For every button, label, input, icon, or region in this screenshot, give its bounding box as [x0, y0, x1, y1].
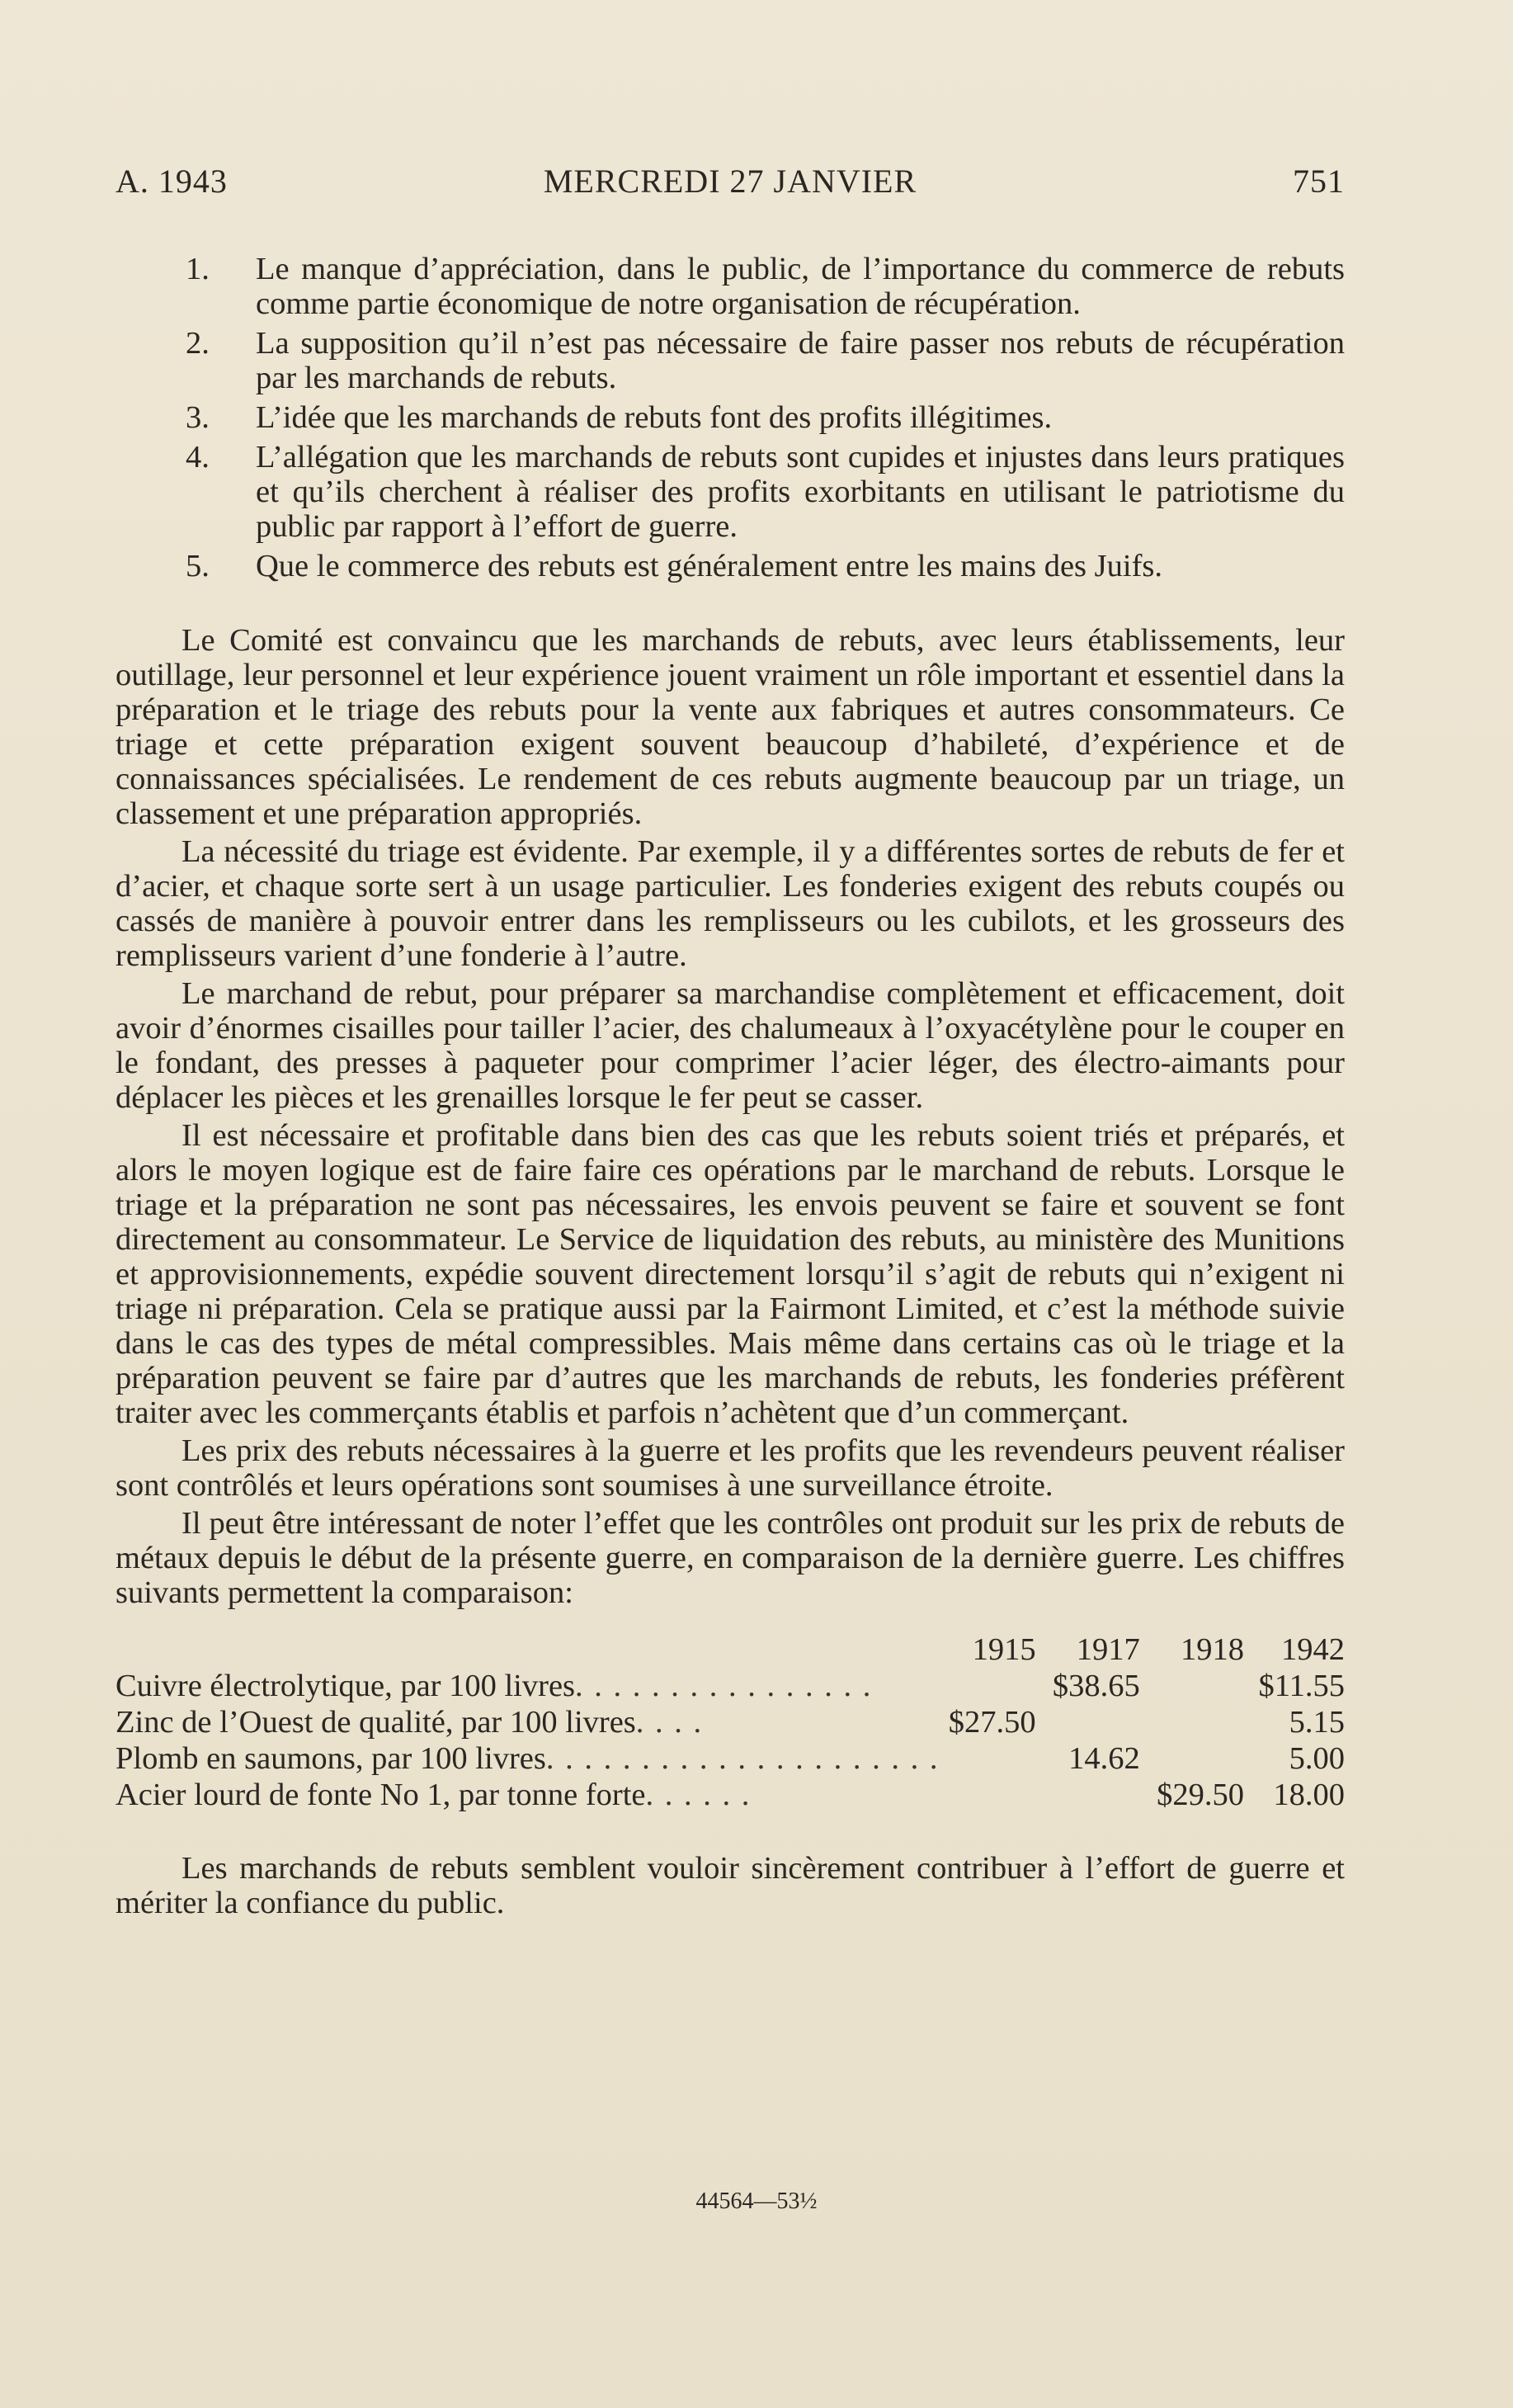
misconceptions-list — [115, 252, 1345, 583]
cell-1915 — [940, 1740, 1036, 1777]
page-header — [115, 162, 1345, 211]
row-label: Zinc de l’Ouest de qualité, par 100 livres — [115, 1705, 636, 1740]
year-header-1915: 1915 — [972, 1632, 1036, 1667]
list-item — [115, 549, 1345, 583]
cell-1917: $38.65 — [1052, 1669, 1140, 1703]
price-comparison-table — [115, 1631, 1345, 1813]
cell-1918 — [1140, 1704, 1244, 1740]
session-year: A. 1943 — [115, 163, 228, 200]
print-code: 44564—53½ — [695, 2188, 818, 2214]
page-number: 751 — [1293, 163, 1345, 200]
cell-1917 — [1036, 1704, 1140, 1740]
list-item-number: 3. — [186, 400, 210, 435]
cell-1918: $29.50 — [1157, 1778, 1244, 1812]
list-item-number: 4. — [186, 440, 210, 475]
cell-1918 — [1140, 1668, 1244, 1704]
paragraph: Il est nécessaire et profitable dans bien des cas que les rebuts soient triés et préparés, et alors le moyen logique est de faire faire ces opérations par le marchand de rebuts. Lorsque le triage et la préparation ne sont pas nécessaires, les envois peuvent se faire et souvent se font directement au consommateur. Le Service de liquidation des rebuts, au ministère des Munitions et approvisionnements, expédie souvent directement lorsqu’il s’agit de rebuts qui n’exigent ni triage ni préparation. Cela se pratique aussi par la Fairmont Limited, et c’est la méthode suivie dans le cas des types de métal compressibles. Mais même dans certains cas où le triage et la préparation peuvent se faire par d’autres que les marchands de rebuts, les fonderies préfèrent traiter avec les commerçants établis et parfois n’achètent que d’un commerçant. — [115, 1118, 1345, 1430]
list-item-text: L’idée que les marchands de rebuts font des profits illégitimes. — [256, 400, 1053, 435]
page-body — [115, 252, 1345, 1952]
year-header-1917: 1917 — [1076, 1632, 1140, 1667]
cell-1942: $11.55 — [1258, 1669, 1345, 1703]
row-label: Plomb en saumons, par 100 livres — [115, 1741, 546, 1776]
table-row: Plomb en saumons, par 100 livres. . . . . . . . . . . . . . . . . . . . . 14.62 5.00 — [115, 1741, 1345, 1776]
closing-paragraph: Les marchands de rebuts semblent vouloir sincèrement contribuer à l’effort de guerre et mériter la confiance du public. — [115, 1851, 1345, 1920]
paragraph: Il peut être intéressant de noter l’effet que les contrôles ont produit sur les prix de rebuts de métaux depuis le début de la présente guerre, en comparaison de la dernière guerre. Les chiffres suivants permettent la comparaison: — [115, 1506, 1345, 1610]
cell-1942: 5.00 — [1289, 1741, 1345, 1776]
list-item-number: 5. — [186, 549, 210, 583]
paragraph: Le marchand de rebut, pour préparer sa marchandise complètement et efficacement, doit avoir d’énormes cisailles pour tailler l’acier, des chalumeaux à l’oxyacétylène pour le couper en le fondant, des presses à paqueter pour comprimer l’acier léger, des électro-aimants pour déplacer les pièces et les grenailles lorsque le fer peut se casser. — [115, 976, 1345, 1115]
cell-1915 — [940, 1668, 1036, 1704]
row-label: Acier lourd de fonte No 1, par tonne forte — [115, 1778, 646, 1812]
cell-1942: 18.00 — [1273, 1778, 1345, 1812]
paragraph: Le Comité est convaincu que les marchands de rebuts, avec leurs établissements, leur outillage, leur personnel et leur expérience jouent vraiment un rôle important et essentiel dans la préparation et le triage des rebuts pour la vente aux fabriques et autres consommateurs. Ce triage et cette préparation exigent souvent beaucoup d’habileté, d’expérience et de connaissances spécialisées. Le rendement de ces rebuts augmente beaucoup par un triage, un classement et une préparation appropriés. — [115, 623, 1345, 831]
cell-1918 — [1140, 1740, 1244, 1777]
list-item-number: 2. — [186, 326, 210, 361]
table-row: Cuivre électrolytique, par 100 livres. . . . . . . . . . . . . . . . $38.65 $11.55 — [115, 1669, 1345, 1703]
table-header-row — [115, 1631, 1345, 1668]
list-item-text: Le manque d’appréciation, dans le public, de l’importance du commerce de rebuts comme partie économique de notre organisation de récupération. — [256, 252, 1345, 321]
cell-1915: $27.50 — [948, 1705, 1036, 1740]
list-item — [115, 326, 1345, 395]
year-header-1942: 1942 — [1281, 1632, 1345, 1667]
paragraph: Les prix des rebuts nécessaires à la guerre et les profits que les revendeurs peuvent réaliser sont contrôlés et leurs opérations sont soumises à une surveillance étroite. — [115, 1433, 1345, 1503]
list-item-text: Que le commerce des rebuts est généralement entre les mains des Juifs. — [256, 549, 1162, 583]
list-item-number: 1. — [186, 252, 210, 286]
list-item — [115, 252, 1345, 321]
list-item-text: L’allégation que les marchands de rebuts sont cupides et injustes dans leurs pratiques et qu’ils cherchent à réaliser des profits exorbitants en utilisant le patriotisme du public par rapport à l’effort de guerre. — [256, 440, 1345, 544]
table-row: Zinc de l’Ouest de qualité, par 100 livres. . . . $27.50 5.15 — [115, 1705, 1345, 1740]
cell-1942: 5.15 — [1289, 1705, 1345, 1740]
year-header-1918: 1918 — [1180, 1632, 1244, 1667]
cell-1915 — [940, 1777, 1036, 1813]
cell-1917: 14.62 — [1068, 1741, 1140, 1776]
list-item-text: La supposition qu’il n’est pas nécessaire de faire passer nos rebuts de récupération par les marchands de rebuts. — [256, 326, 1345, 395]
list-item — [115, 400, 1345, 435]
row-label: Cuivre électrolytique, par 100 livres — [115, 1669, 576, 1703]
list-item — [115, 440, 1345, 544]
body-paragraphs — [115, 623, 1345, 1610]
paragraph: La nécessité du triage est évidente. Par exemple, il y a différentes sortes de rebuts de fer et d’acier, et chaque sorte sert à un usage particulier. Les fonderies exigent des rebuts coupés ou cassés de manière à pouvoir entrer dans les remplisseurs ou les cubilots, et les grosseurs des remplisseurs varient d’une fonderie à l’autre. — [115, 834, 1345, 973]
cell-1917 — [1036, 1777, 1140, 1813]
table-row: Acier lourd de fonte No 1, par tonne forte. . . . . . $29.50 18.00 — [115, 1778, 1345, 1812]
page-date-title: MERCREDI 27 JANVIER — [543, 163, 917, 200]
